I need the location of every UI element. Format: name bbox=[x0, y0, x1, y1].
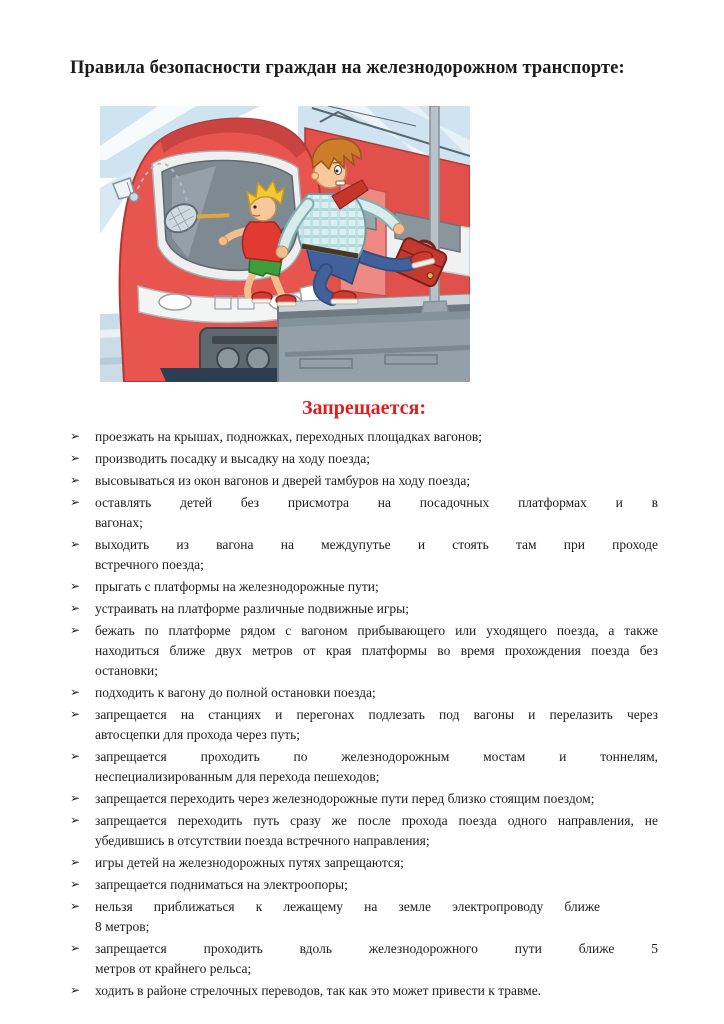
rule-item bbox=[70, 493, 658, 533]
rule-line: устраивать на платформе различные подвижные игры; bbox=[95, 601, 409, 616]
arrow-bullet-icon: ➢ bbox=[70, 601, 81, 615]
rule-item bbox=[70, 577, 658, 597]
arrow-bullet-icon: ➢ bbox=[70, 429, 81, 443]
rule-item bbox=[70, 427, 658, 447]
rule-line: высовываться из окон вагонов и дверей тамбуров на ходу поезда; bbox=[95, 473, 471, 488]
rule-line: выходить из вагона на междупутье и стоять там при проходе bbox=[95, 537, 658, 552]
arrow-bullet-icon: ➢ bbox=[70, 623, 81, 637]
rule-line: бежать по платформе рядом с вагоном прибывающего или уходящего поезда, а также bbox=[95, 623, 658, 638]
arrow-bullet-icon: ➢ bbox=[70, 877, 81, 891]
rule-line: подходить к вагону до полной остановки поезда; bbox=[95, 685, 376, 700]
rule-line: 8 метров; bbox=[95, 919, 150, 934]
rule-item bbox=[70, 449, 658, 469]
rule-item bbox=[70, 789, 658, 809]
rules-list bbox=[70, 427, 658, 1001]
rule-item bbox=[70, 535, 658, 575]
rule-item bbox=[70, 705, 658, 745]
rule-item bbox=[70, 811, 658, 851]
rule-item bbox=[70, 875, 658, 895]
arrow-bullet-icon: ➢ bbox=[70, 685, 81, 699]
rule-item bbox=[70, 853, 658, 873]
rule-item bbox=[70, 599, 658, 619]
rule-line: метров от крайнего рельса; bbox=[95, 961, 252, 976]
rule-line: игры детей на железнодорожных путях запрещаются; bbox=[95, 855, 404, 870]
train-platform-safety-cartoon bbox=[100, 106, 470, 382]
arrow-bullet-icon: ➢ bbox=[70, 983, 81, 997]
rule-line: запрещается на станциях и перегонах подлезать под вагоны и перелазить через bbox=[95, 707, 658, 722]
rule-item bbox=[70, 981, 658, 1001]
rule-item bbox=[70, 471, 658, 491]
rule-line: ходить в районе стрелочных переводов, так как это может привести к травме. bbox=[95, 983, 542, 998]
arrow-bullet-icon: ➢ bbox=[70, 579, 81, 593]
rule-line: запрещается переходить через железнодорожные пути перед близко стоящим поездом; bbox=[95, 791, 595, 806]
rule-item bbox=[70, 897, 658, 937]
arrow-bullet-icon: ➢ bbox=[70, 813, 81, 827]
rule-line: остановки; bbox=[95, 663, 159, 678]
rule-line: встречного поезда; bbox=[95, 557, 204, 572]
rule-line: производить посадку и высадку на ходу поезда; bbox=[95, 451, 371, 466]
rule-line: нельзя приближаться к лежащему на земле электропроводу ближе bbox=[95, 899, 600, 914]
rule-line: запрещается проходить по железнодорожным мостам и тоннелям, bbox=[95, 749, 658, 764]
rule-line: автосцепки для прохода через путь; bbox=[95, 727, 301, 742]
rule-item bbox=[70, 621, 658, 681]
rule-line: убедившись в отсутствии поезда встречного направления; bbox=[95, 833, 430, 848]
arrow-bullet-icon: ➢ bbox=[70, 749, 81, 763]
arrow-bullet-icon: ➢ bbox=[70, 941, 81, 955]
rule-item bbox=[70, 683, 658, 703]
arrow-bullet-icon: ➢ bbox=[70, 537, 81, 551]
arrow-bullet-icon: ➢ bbox=[70, 473, 81, 487]
rule-line: оставлять детей без присмотра на посадочных платформах и в bbox=[95, 495, 658, 510]
arrow-bullet-icon: ➢ bbox=[70, 707, 81, 721]
rule-line: запрещается подниматься на электроопоры; bbox=[95, 877, 348, 892]
page-title: Правила безопасности граждан на железнодорожном транспорте: bbox=[70, 58, 625, 78]
rule-item bbox=[70, 747, 658, 787]
rule-line: проезжать на крышах, подножках, переходных площадках вагонов; bbox=[95, 429, 483, 444]
prohibited-heading: Запрещается: bbox=[301, 397, 426, 419]
illustration bbox=[100, 106, 470, 382]
rule-line: находиться ближе двух метров от края платформы во время прохождения поезда без bbox=[95, 643, 658, 658]
rule-line: неспециализированным для перехода пешеходов; bbox=[95, 769, 380, 784]
rule-item bbox=[70, 939, 658, 979]
arrow-bullet-icon: ➢ bbox=[70, 855, 81, 869]
rule-line: запрещается проходить вдоль железнодорожного пути ближе 5 bbox=[95, 941, 658, 956]
arrow-bullet-icon: ➢ bbox=[70, 495, 81, 509]
arrow-bullet-icon: ➢ bbox=[70, 791, 81, 805]
arrow-bullet-icon: ➢ bbox=[70, 451, 81, 465]
rule-line: прыгать с платформы на железнодорожные пути; bbox=[95, 579, 379, 594]
arrow-bullet-icon: ➢ bbox=[70, 899, 81, 913]
rule-line: запрещается переходить путь сразу же после прохода поезда одного направления, не bbox=[95, 813, 658, 828]
rule-line: вагонах; bbox=[95, 515, 143, 530]
